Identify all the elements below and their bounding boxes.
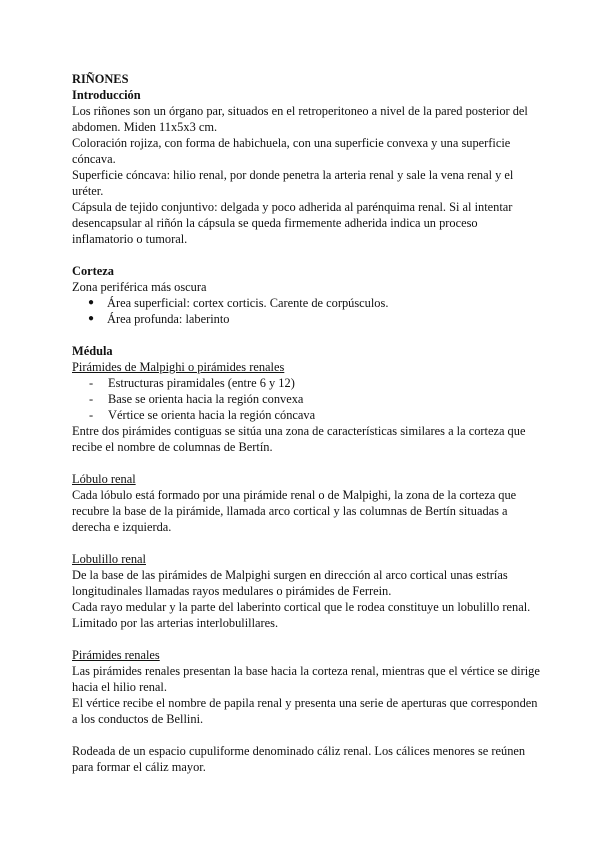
intro-paragraph: Coloración rojiza, con forma de habichuela, con una superficie convexa y una superficie cóncava. bbox=[72, 136, 511, 166]
piramides-paragraph: Las pirámides renales presentan la base hacia la corteza renal, mientras que el vértice se dirige hacia el hilio renal. bbox=[72, 664, 540, 694]
list-item-text: Base se orienta hacia la región convexa bbox=[108, 392, 304, 406]
lobulo-text: Cada lóbulo está formado por una pirámide renal o de Malpighi, la zona de la corteza que recubre la base de la pirámide, llamada arco cortical y las columnas de Bertín situadas a derecha e izquierda. bbox=[72, 488, 517, 534]
piramides-closing: Rodeada de un espacio cupuliforme denominado cáliz renal. Los cálices menores se reúnen para formar el cáliz mayor. bbox=[72, 744, 526, 774]
piramides-heading: Pirámides renales bbox=[72, 648, 160, 662]
piramides-paragraph: El vértice recibe el nombre de papila renal y presenta una serie de aperturas que corresponden a los conductos de Bellini. bbox=[72, 696, 538, 726]
bullet-dash-icon: - bbox=[89, 392, 94, 406]
list-item bbox=[72, 407, 540, 423]
list-item-text: Vértice se orienta hacia la región cóncava bbox=[108, 408, 316, 422]
intro-paragraph: Superficie cóncava: hilio renal, por donde penetra la arteria renal y sale la vena renal y el uréter. bbox=[72, 168, 514, 198]
list-item bbox=[72, 311, 540, 327]
lobulillo-paragraph: Cada rayo medular y la parte del laberinto cortical que le rodea constituye un lobulillo renal. Limitado por las arterias interlobulillares. bbox=[72, 600, 531, 630]
bullet-dot-icon: ● bbox=[88, 313, 95, 324]
document-title: RIÑONES bbox=[72, 72, 129, 86]
medula-heading: Médula bbox=[72, 344, 113, 358]
corteza-list bbox=[72, 295, 540, 327]
list-item bbox=[72, 391, 540, 407]
lobulo-heading: Lóbulo renal bbox=[72, 472, 136, 486]
lobulillo-paragraph: De la base de las pirámides de Malpighi surgen en dirección al arco cortical unas estrías longitudinales llamadas rayos medulares o pirámides de Ferrein. bbox=[72, 568, 508, 598]
corteza-text: Zona periférica más oscura bbox=[72, 280, 207, 294]
medula-text: Entre dos pirámides contiguas se sitúa una zona de características similares a la corteza que recibe el nombre de columnas de Bertín. bbox=[72, 424, 526, 454]
intro-heading: Introducción bbox=[72, 88, 141, 102]
medula-list bbox=[72, 375, 540, 423]
medula-subheading: Pirámides de Malpighi o pirámides renales bbox=[72, 360, 285, 374]
list-item-text: Área superficial: cortex corticis. Carente de corpúsculos. bbox=[107, 296, 389, 310]
bullet-dot-icon: ● bbox=[88, 297, 95, 308]
corteza-heading: Corteza bbox=[72, 264, 114, 278]
bullet-dash-icon: - bbox=[89, 376, 94, 390]
intro-paragraph: Los riñones son un órgano par, situados en el retroperitoneo a nivel de la pared posterior del abdomen. Miden 11x5x3 cm. bbox=[72, 104, 528, 134]
intro-paragraph: Cápsula de tejido conjuntivo: delgada y poco adherida al parénquima renal. Si al intentar desencapsular al riñón la cápsula se queda firmemente adherida indica un proceso inflamatorio o tumoral. bbox=[72, 200, 513, 246]
lobulillo-heading: Lobulillo renal bbox=[72, 552, 146, 566]
list-item bbox=[72, 295, 540, 311]
list-item-text: Área profunda: laberinto bbox=[107, 312, 230, 326]
list-item-text: Estructuras piramidales (entre 6 y 12) bbox=[108, 376, 295, 390]
list-item bbox=[72, 375, 540, 391]
bullet-dash-icon: - bbox=[89, 408, 94, 422]
